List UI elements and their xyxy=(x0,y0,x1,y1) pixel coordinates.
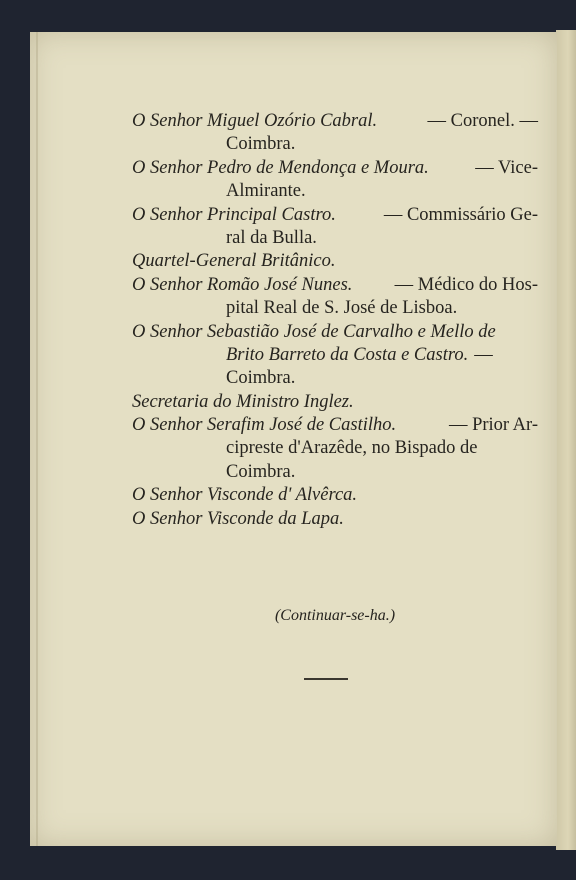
name-text: O Senhor Romão José Nunes. xyxy=(132,274,353,295)
entry-heading-line xyxy=(132,484,538,507)
entry-continuation-line xyxy=(132,227,538,250)
entry-continuation-line xyxy=(132,437,538,460)
description-text: pital Real de S. José de Lisboa. xyxy=(226,298,458,319)
gutter-line xyxy=(36,32,38,846)
entry-continuation-line xyxy=(132,297,538,320)
name-text: O Senhor Sebastião José de Carvalho e Mello de xyxy=(132,321,496,342)
entry-continuation-line xyxy=(132,367,538,390)
list-item xyxy=(132,414,538,484)
entry-heading-line xyxy=(132,204,538,227)
description-text: Coimbra. xyxy=(226,461,296,482)
list-item xyxy=(132,484,538,507)
description-text: — Prior Ar- xyxy=(448,415,538,436)
description-text: — Médico do Hos- xyxy=(394,274,538,295)
entry-heading-line xyxy=(132,508,538,531)
description-text: Coimbra. xyxy=(226,368,296,389)
entry-heading-line xyxy=(132,391,538,414)
name-text: O Senhor Visconde da Lapa. xyxy=(132,508,344,529)
subscriber-list xyxy=(132,110,538,624)
list-item xyxy=(132,204,538,251)
description-text: — xyxy=(474,344,493,365)
entry-heading-line xyxy=(132,321,538,344)
description-text: ral da Bulla. xyxy=(226,227,317,248)
name-text: Secretaria do Ministro Inglez. xyxy=(132,391,354,412)
description-text: — Commissário Ge- xyxy=(383,204,538,225)
list-item xyxy=(132,274,538,321)
entry-heading-line xyxy=(132,414,538,437)
name-text: O Senhor Pedro de Mendonça e Moura. xyxy=(132,157,429,178)
continuation-note: (Continuar-se-ha.) xyxy=(274,607,396,624)
list-item xyxy=(132,110,538,157)
entry-continuation-line xyxy=(132,133,538,156)
name-text: O Senhor Serafim José de Castilho. xyxy=(132,415,397,436)
entry-heading-line xyxy=(132,157,538,180)
list-item xyxy=(132,321,538,391)
closing-rule xyxy=(304,678,348,680)
page-edge xyxy=(556,30,576,850)
list-item xyxy=(132,508,538,531)
name-text: Quartel-General Britânico. xyxy=(132,251,336,272)
entry-continuation-line xyxy=(132,461,538,484)
list-item xyxy=(132,391,538,414)
description-text: — Coronel. — xyxy=(427,111,538,131)
entry-continuation-line xyxy=(132,180,538,203)
name-text: O Senhor Visconde d' Alvêrca. xyxy=(132,485,358,506)
entries xyxy=(132,110,538,531)
name-text: O Senhor Principal Castro. xyxy=(132,204,336,225)
entry-heading-line xyxy=(132,250,538,273)
name-text: Brito Barreto da Costa e Castro. xyxy=(226,344,469,365)
name-text: O Senhor Miguel Ozório Cabral. xyxy=(132,111,378,131)
entry-continuation-line xyxy=(132,344,538,367)
entry-heading-line xyxy=(132,274,538,297)
description-text: Almirante. xyxy=(226,181,306,202)
entry-heading-line xyxy=(132,110,538,133)
description-text: Coimbra. xyxy=(226,134,296,155)
list-item xyxy=(132,250,538,273)
description-text: cipreste d'Arazêde, no Bispado de xyxy=(226,438,478,459)
list-item xyxy=(132,157,538,204)
description-text: — Vice- xyxy=(475,157,538,178)
